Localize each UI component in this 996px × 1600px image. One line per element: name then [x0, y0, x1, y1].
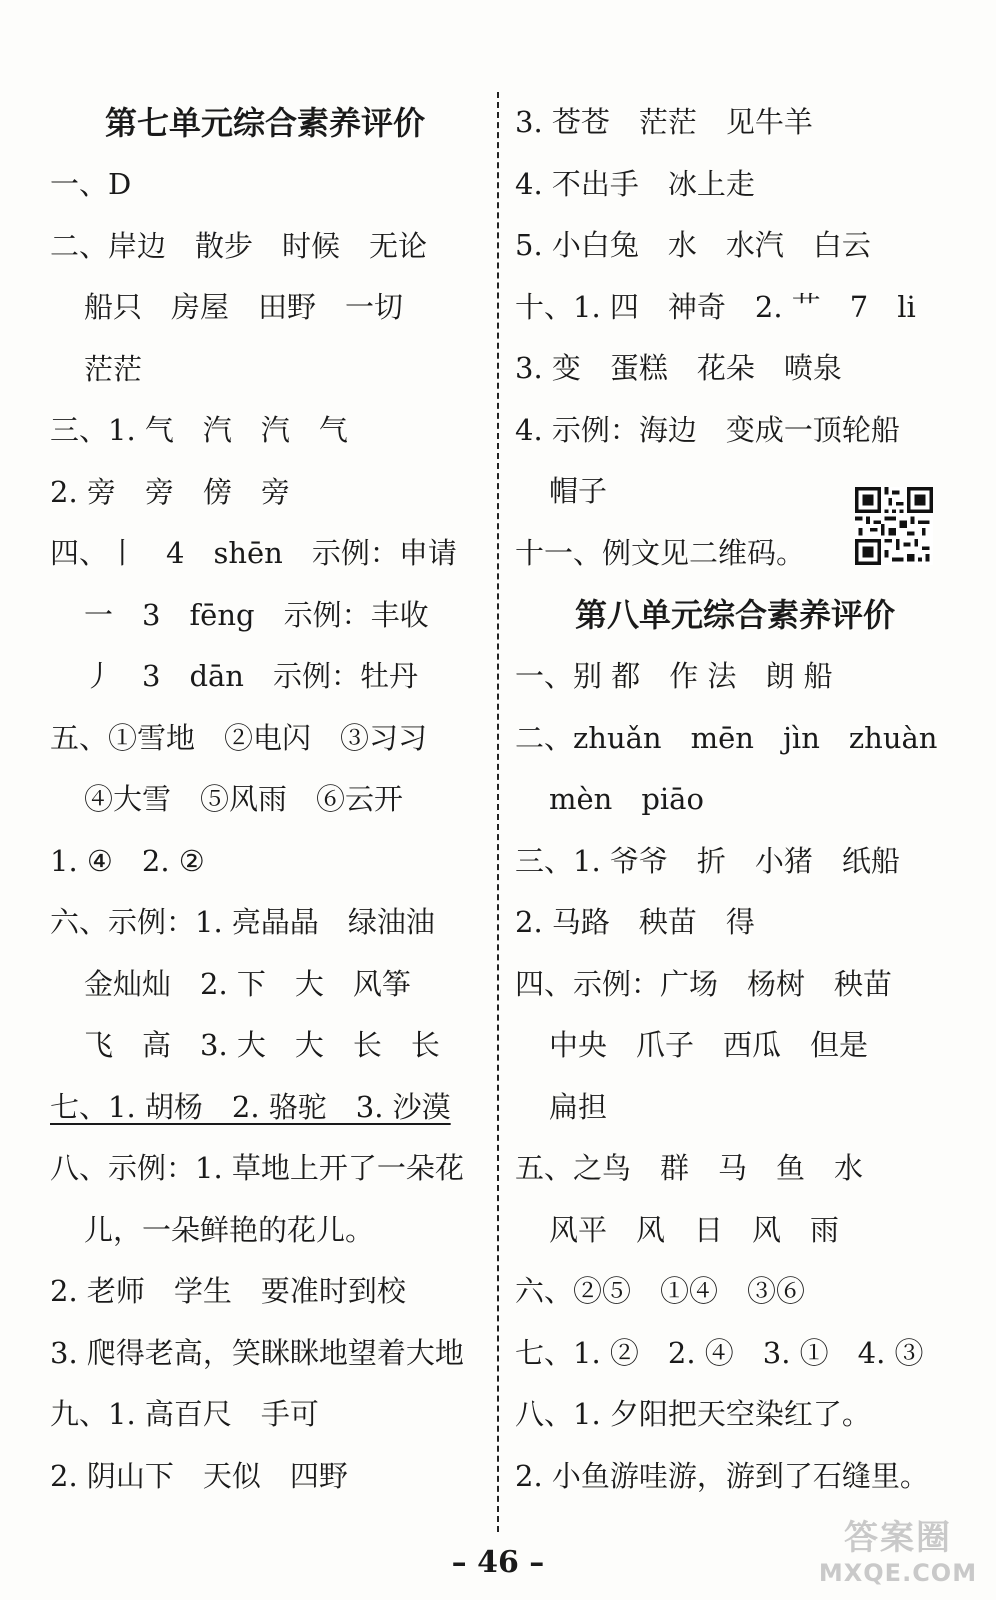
answer-line: 扁担 — [549, 1089, 608, 1124]
right-column — [515, 92, 955, 1507]
answer-line: 茫茫 — [84, 351, 143, 386]
answer-line: 金灿灿 2. 下 大 风筝 — [84, 966, 411, 1001]
answer-line: 一、D — [50, 167, 132, 201]
answer-line: ④大雪 ⑤风雨 ⑥云开 — [84, 782, 404, 816]
left-column — [50, 92, 480, 1507]
answer-line: 儿，一朵鲜艳的花儿。 — [84, 1212, 375, 1247]
answer-line: 帽子 — [549, 474, 608, 508]
unit-7-heading: 第七单元综合素养评价 — [104, 104, 425, 142]
answer-line: 1. ④ 2. ② — [50, 843, 205, 878]
answer-line: 3. 苍苍 茫茫 见牛羊 — [515, 105, 813, 139]
answer-line: 七、1. 胡杨 2. 骆驼 3. 沙漠 — [50, 1089, 451, 1124]
watermark-logo-text: 答案圈 — [844, 1518, 952, 1558]
answer-line: 丿 3 dān 示例：牡丹 — [84, 659, 418, 693]
answer-line: 六、示例：1. 亮晶晶 绿油油 — [50, 905, 435, 939]
answer-line: 风平 风 日 风 雨 — [549, 1212, 840, 1247]
answer-line: 4. 不出手 冰上走 — [515, 166, 755, 201]
answer-line: 八、示例：1. 草地上开了一朵花 — [50, 1151, 464, 1185]
answer-line: mèn piāo — [549, 782, 704, 816]
answer-line: 船只 房屋 田野 一切 — [84, 290, 404, 324]
answer-line: 三、1. 气 汽 汽 气 — [50, 413, 348, 447]
answer-line: 3. 爬得老高，笑眯眯地望着大地 — [50, 1335, 464, 1370]
answer-line: 4. 示例：海边 变成一顶轮船 — [515, 412, 900, 447]
answer-line: 5. 小白兔 水 水汽 白云 — [515, 228, 871, 262]
column-divider — [497, 92, 499, 1532]
qr-code-icon[interactable] — [855, 487, 933, 565]
answer-line: 六、②⑤ ①④ ③⑥ — [515, 1274, 806, 1308]
unit-7-answers — [50, 154, 480, 1507]
answer-line: 一 3 fēng 示例：丰收 — [84, 597, 429, 632]
answer-line: 四、示例：广场 杨树 秧苗 — [515, 966, 893, 1001]
unit-8-heading: 第八单元综合素养评价 — [574, 596, 895, 634]
answer-line: 五、①雪地 ②电闪 ③习习 — [50, 720, 428, 755]
answer-line: 飞 高 3. 大 大 长 长 — [84, 1028, 440, 1062]
answer-line: 三、1. 爷爷 折 小猪 纸船 — [515, 843, 900, 878]
answer-line: 一、别 都 作 法 朗 船 — [515, 659, 833, 693]
answer-line: 十、1. 四 神奇 2. 艹 7 li — [515, 289, 916, 324]
watermark-url: MXQE.COM — [818, 1559, 978, 1587]
answer-line: 九、1. 高百尺 手可 — [50, 1397, 319, 1431]
answer-line: 四、丨 4 shēn 示例：申请 — [50, 536, 457, 570]
answer-line: 二、zhuǎn mēn jìn zhuàn — [515, 720, 938, 755]
answer-line: 2. 小鱼游哇游，游到了石缝里。 — [515, 1458, 929, 1493]
unit-8-answers — [515, 646, 955, 1507]
page-number: – 46 – — [451, 1545, 545, 1580]
answer-line: 七、1. ② 2. ④ 3. ① 4. ③ — [515, 1335, 924, 1370]
answer-line: 2. 老师 学生 要准时到校 — [50, 1274, 406, 1308]
answer-line: 八、1. 夕阳把天空染红了。 — [515, 1397, 871, 1431]
answer-line: 十一、例文见二维码。 — [515, 535, 806, 570]
answer-line: 2. 旁 旁 傍 旁 — [50, 474, 290, 509]
answer-line: 2. 马路 秧苗 得 — [515, 905, 755, 939]
watermark-logo — [818, 1510, 978, 1592]
answer-line: 2. 阴山下 天似 四野 — [50, 1458, 348, 1493]
answer-line: 3. 变 蛋糕 花朵 喷泉 — [515, 351, 842, 385]
answer-line: 中央 爪子 西瓜 但是 — [549, 1028, 869, 1062]
answer-line: 二、岸边 散步 时候 无论 — [50, 228, 428, 263]
answer-line: 五、之鸟 群 马 鱼 水 — [515, 1151, 864, 1185]
